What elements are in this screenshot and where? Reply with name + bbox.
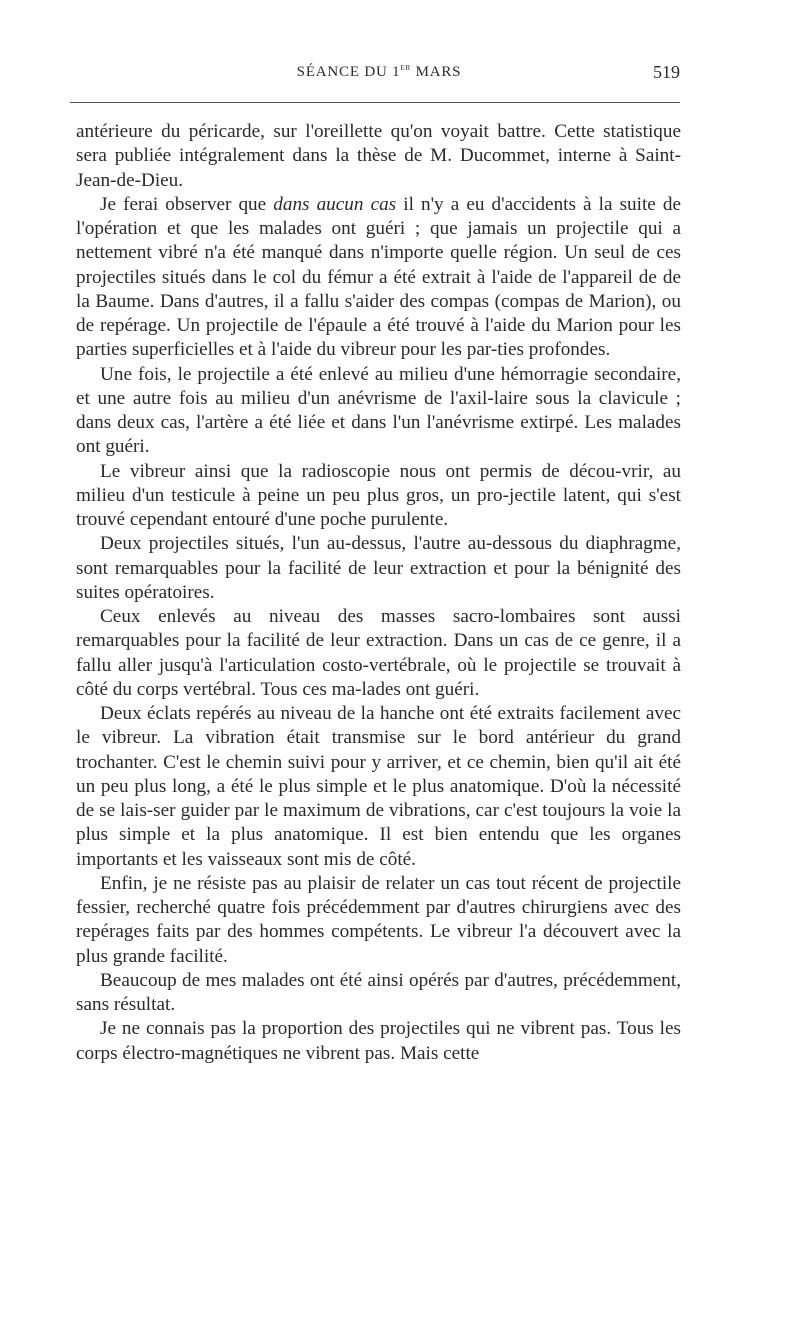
paragraph-10: Je ne connais pas la proportion des projectiles qui ne vibrent pas. Tous les corps électro-magnétiques ne vibrent pas. Mais cette xyxy=(76,1018,681,1064)
paragraph-4: Le vibreur ainsi que la radioscopie nous ont permis de décou-vrir, au milieu d'un testicule à peine un peu plus gros, un pro-jectile latent, qui s'est trouvé cependant entouré d'une poche purulente. xyxy=(76,460,681,530)
paragraph-3: Une fois, le projectile a été enlevé au milieu d'une hémorragie secondaire, et une autre fois au milieu d'un anévrisme de l'axil-laire sous la clavicule ; dans deux cas, l'artère a été liée et dans l'un l'anévrisme extirpé. Les malades ont guéri. xyxy=(76,363,681,458)
running-head-superscript: er xyxy=(400,62,412,73)
running-head-suffix: MARS xyxy=(411,64,462,80)
paragraph-5: Deux projectiles situés, l'un au-dessus, l'autre au-dessous du diaphragme, sont remarquables pour la facilité de leur extraction et pour la bénignité des suites opératoires. xyxy=(76,533,681,603)
paragraph-1: antérieure du péricarde, sur l'oreillette qu'on voyait battre. Cette statistique sera publiée intégralement dans la thèse de M. Ducommet, interne à Saint-Jean-de-Dieu. xyxy=(76,121,681,191)
paragraph-2-emphasis: dans aucun cas xyxy=(273,193,397,215)
body-text xyxy=(76,120,681,1066)
page-number: 519 xyxy=(653,62,680,82)
paragraph-2-before: Je ferai observer que xyxy=(100,193,274,215)
running-head-prefix: SÉANCE DU 1 xyxy=(296,64,401,80)
running-header xyxy=(78,62,680,92)
paragraph-7: Deux éclats repérés au niveau de la hanche ont été extraits facilement avec le vibreur. La vibration était transmise sur le bord antérieur du grand trochanter. C'est le chemin suivi pour y arriver, et ce chemin, bien qu'il ait été un peu plus long, a été le plus simple et le plus anatomique. D'où la nécessité de se lais-ser guider par le maximum de vibrations, car c'est toujours la voie la plus simple et la plus anatomique. Il est bien entendu que les organes importants et les vaisseaux sont mis de côté. xyxy=(76,703,681,870)
paragraph-2 xyxy=(76,193,681,363)
header-rule xyxy=(70,102,680,103)
paragraph-8: Enfin, je ne résiste pas au plaisir de relater un cas tout récent de projectile fessier, recherché quatre fois précédemment par d'autres chirurgiens avec des repérages faits par des hommes compétents. Le vibreur l'a découvert avec la plus grande facilité. xyxy=(76,872,681,967)
paragraph-9: Beaucoup de mes malades ont été ainsi opérés par d'autres, précédemment, sans résultat. xyxy=(76,969,681,1015)
paragraph-6: Ceux enlevés au niveau des masses sacro-lombaires sont aussi remarquables pour la facilité de leur extraction. Dans un cas de ce genre, il a fallu aller jusqu'à l'articulation costo-vertébrale, où le projectile se trouvait à côté du corps vertébral. Tous ces ma-lades ont guéri. xyxy=(76,606,681,700)
running-head-title xyxy=(78,64,680,81)
paragraph-2-after: il n'y a eu d'accidents à la suite de l'opération et que les malades ont guéri ; que jamais un projectile qui a nettement vibré n'a été manqué dans n'importe quelle région. Un seul de ces projectiles situés dans le col du fémur a été extrait à l'aide de l'appareil de de la Baume. Dans d'autres, il a fallu s'aider des compas (compas de Marion), ou de repérage. Un projectile de l'épaule a été trouvé à l'aide du Marion pour les parties superficielles et à l'aide du vibreur pour les par-ties profondes. xyxy=(76,193,682,361)
